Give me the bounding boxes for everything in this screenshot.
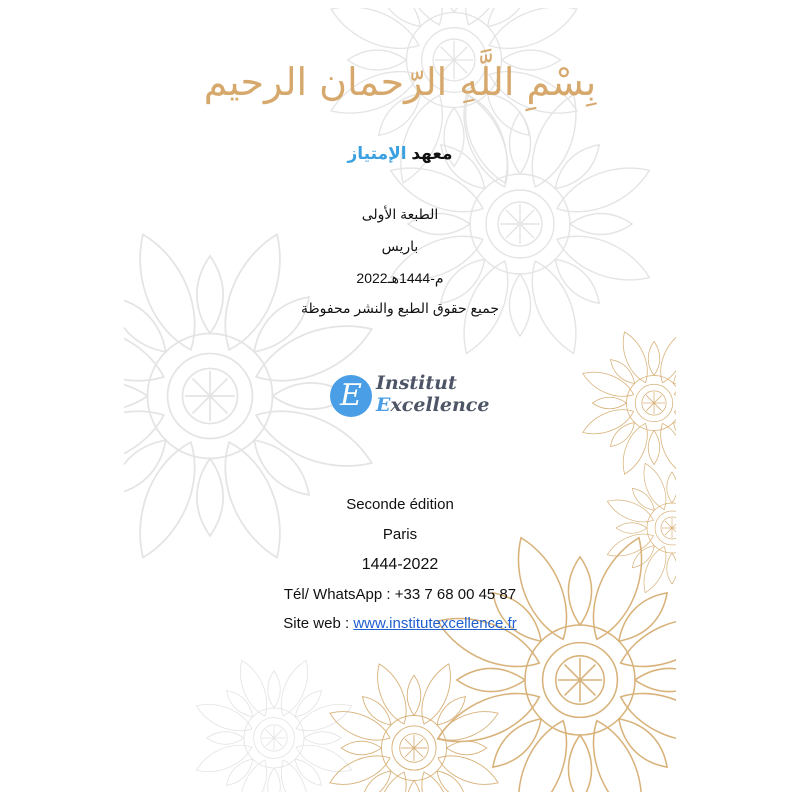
website-link[interactable]: www.institutexcellence.fr — [353, 615, 517, 632]
website-line — [124, 615, 676, 632]
institut-excellence-logo — [330, 370, 490, 422]
french-edition: Seconde édition — [346, 496, 454, 513]
basmala-heading: بِسْمِ اللَّهِ الرّحمان الرحيم — [203, 60, 597, 104]
institute-prefix: معهد — [411, 144, 453, 163]
logo-word-institut: Institut — [376, 372, 457, 394]
logo-emblem-icon: E — [330, 375, 372, 417]
institute-arabic-name — [124, 144, 676, 164]
arabic-city: باريس — [381, 238, 419, 254]
contact-phone: Tél/ WhatsApp : +33 7 68 00 45 87 — [283, 586, 517, 603]
logo-initial: E — [376, 394, 391, 416]
french-city: Paris — [382, 526, 418, 543]
website-label: Site web : — [283, 615, 354, 632]
document-page — [124, 8, 676, 792]
logo-word-rest: xcellence — [390, 394, 490, 416]
logo-word-excellence — [376, 394, 489, 416]
arabic-rights: جميع حقوق الطبع والنشر محفوظة — [301, 300, 499, 316]
institute-name-accent: الإمتياز — [347, 144, 407, 163]
arabic-edition: الطبعة الأولى — [361, 206, 439, 222]
french-years: 1444-2022 — [361, 556, 439, 573]
arabic-years: 2022م-1444هـ — [356, 270, 444, 286]
